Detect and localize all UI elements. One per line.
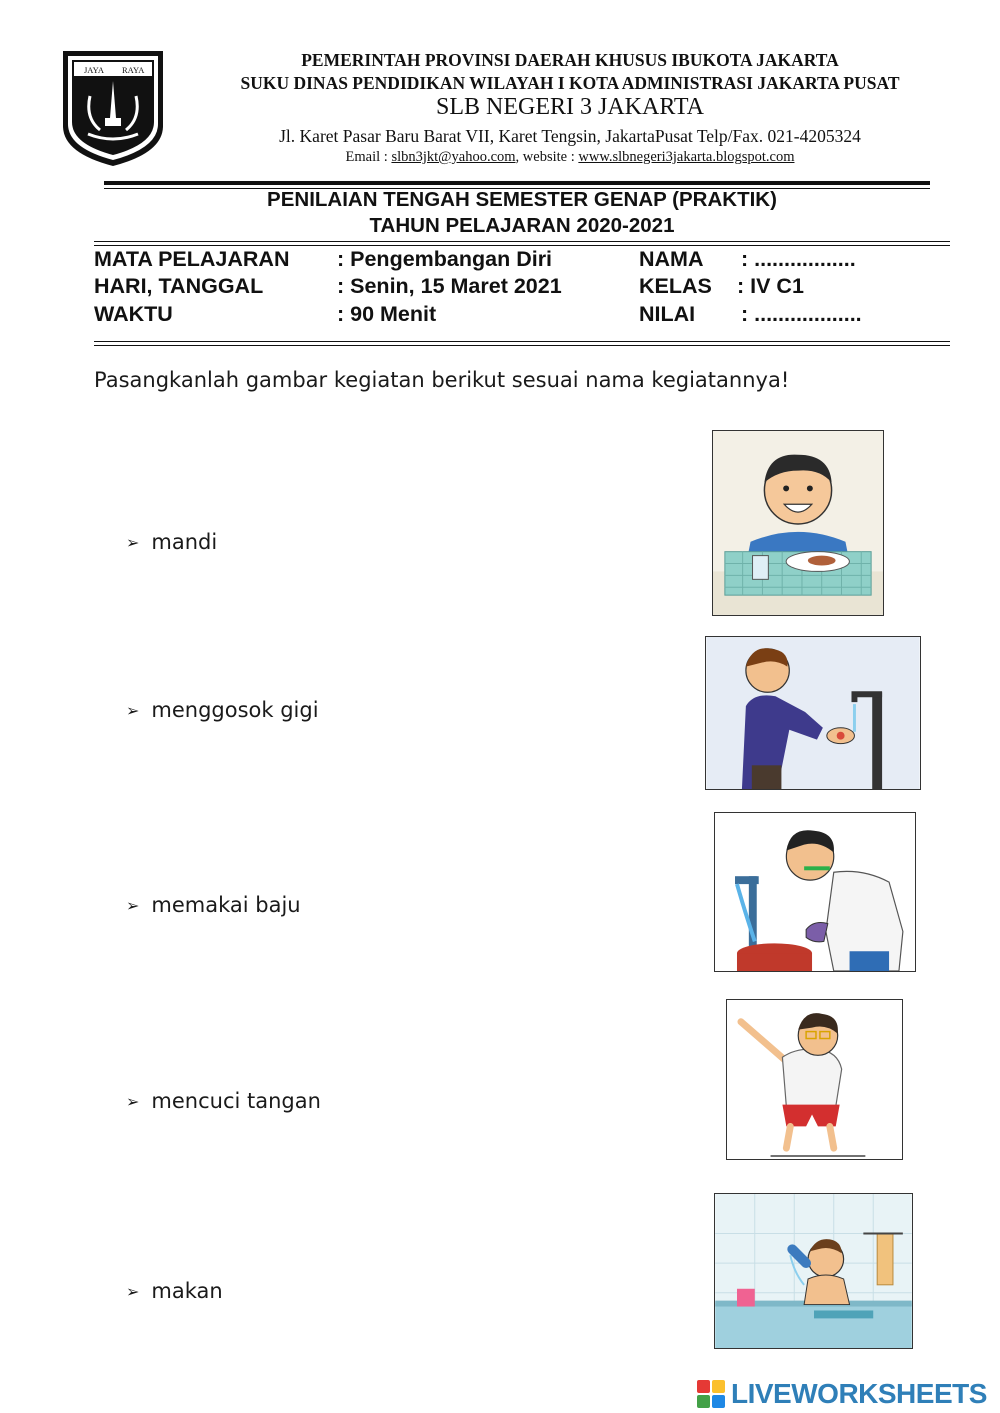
eating-picture[interactable]: [712, 430, 884, 616]
bathing-illustration-icon: [715, 1194, 912, 1348]
time-label: WAKTU: [94, 302, 173, 326]
website-label: , website :: [515, 149, 579, 165]
arrow-bullet-icon: ➢: [126, 700, 140, 720]
school-name: SLB NEGERI 3 JAKARTA: [436, 94, 704, 120]
class-label: KELAS: [639, 274, 712, 298]
watermark-text: LIVEWORKSHEETS: [731, 1378, 987, 1409]
class-value: : IV C1: [737, 274, 804, 298]
info-rule: [94, 241, 950, 242]
activity-label: menggosok gigi: [151, 698, 319, 722]
liveworksheets-watermark[interactable]: [697, 1376, 987, 1412]
bathing-picture[interactable]: [714, 1193, 913, 1349]
list-item[interactable]: [126, 1279, 223, 1303]
tooth-brushing-illustration-icon: [715, 813, 915, 971]
arrow-bullet-icon: ➢: [126, 895, 140, 915]
school-address: Jl. Karet Pasar Baru Barat VII, Karet Tengsin, JakartaPusat Telp/Fax. 021-4205324: [279, 126, 861, 146]
liveworksheets-logo-icon: [697, 1380, 725, 1408]
subject-label: MATA PELAJARAN: [94, 247, 290, 271]
instruction-text: Pasangkanlah gambar kegiatan berikut sesuai nama kegiatannya!: [94, 368, 790, 392]
name-label: NAMA: [639, 247, 704, 271]
activity-label: memakai baju: [151, 893, 301, 917]
dressing-illustration-icon: [727, 1000, 902, 1159]
list-item[interactable]: [126, 530, 217, 554]
dressing-picture[interactable]: [726, 999, 903, 1160]
score-label: NILAI: [639, 302, 696, 326]
jakarta-emblem-logo: [60, 48, 166, 168]
subject-value: : Pengembangan Diri: [337, 247, 553, 271]
svg-text:JAYA: JAYA: [84, 65, 105, 75]
name-value[interactable]: : .................: [741, 247, 856, 271]
website-link[interactable]: www.slbnegeri3jakarta.blogspot.com: [578, 149, 795, 165]
eating-illustration-icon: [713, 431, 883, 615]
svg-text:RAYA: RAYA: [122, 65, 145, 75]
brushing-teeth-picture[interactable]: [714, 812, 916, 972]
email-link[interactable]: slbn3jkt@yahoo.com: [391, 149, 516, 165]
letterhead-department-line: SUKU DINAS PENDIDIKAN WILAYAH I KOTA ADMINISTRASI JAKARTA PUSAT: [240, 73, 900, 93]
exam-year: TAHUN PELAJARAN 2020-2021: [369, 214, 675, 237]
time-value: : 90 Menit: [337, 302, 437, 326]
arrow-bullet-icon: ➢: [126, 1281, 140, 1301]
list-item[interactable]: [126, 893, 301, 917]
info-rule: [94, 245, 950, 246]
letterhead-government-line: PEMERINTAH PROVINSI DAERAH KHUSUS IBUKOTA JAKARTA: [301, 50, 839, 70]
info-rule: [94, 341, 950, 342]
arrow-bullet-icon: ➢: [126, 1091, 140, 1111]
date-value: : Senin, 15 Maret 2021: [337, 274, 562, 298]
activity-label: mencuci tangan: [151, 1089, 321, 1113]
list-item[interactable]: [126, 698, 319, 722]
date-label: HARI, TANGGAL: [94, 274, 264, 298]
arrow-bullet-icon: ➢: [126, 532, 140, 552]
list-item[interactable]: [126, 1089, 321, 1113]
contact-line: [170, 149, 970, 166]
activity-label: makan: [151, 1279, 223, 1303]
letterhead-rule-thick: [104, 181, 930, 185]
email-label: Email :: [345, 149, 392, 165]
exam-title: PENILAIAN TENGAH SEMESTER GENAP (PRAKTIK): [267, 188, 777, 211]
info-rule: [94, 345, 950, 346]
activity-label: mandi: [151, 530, 218, 554]
hand-washing-illustration-icon: [706, 637, 920, 789]
score-value[interactable]: : ..................: [741, 302, 862, 326]
washing-hands-picture[interactable]: [705, 636, 921, 790]
